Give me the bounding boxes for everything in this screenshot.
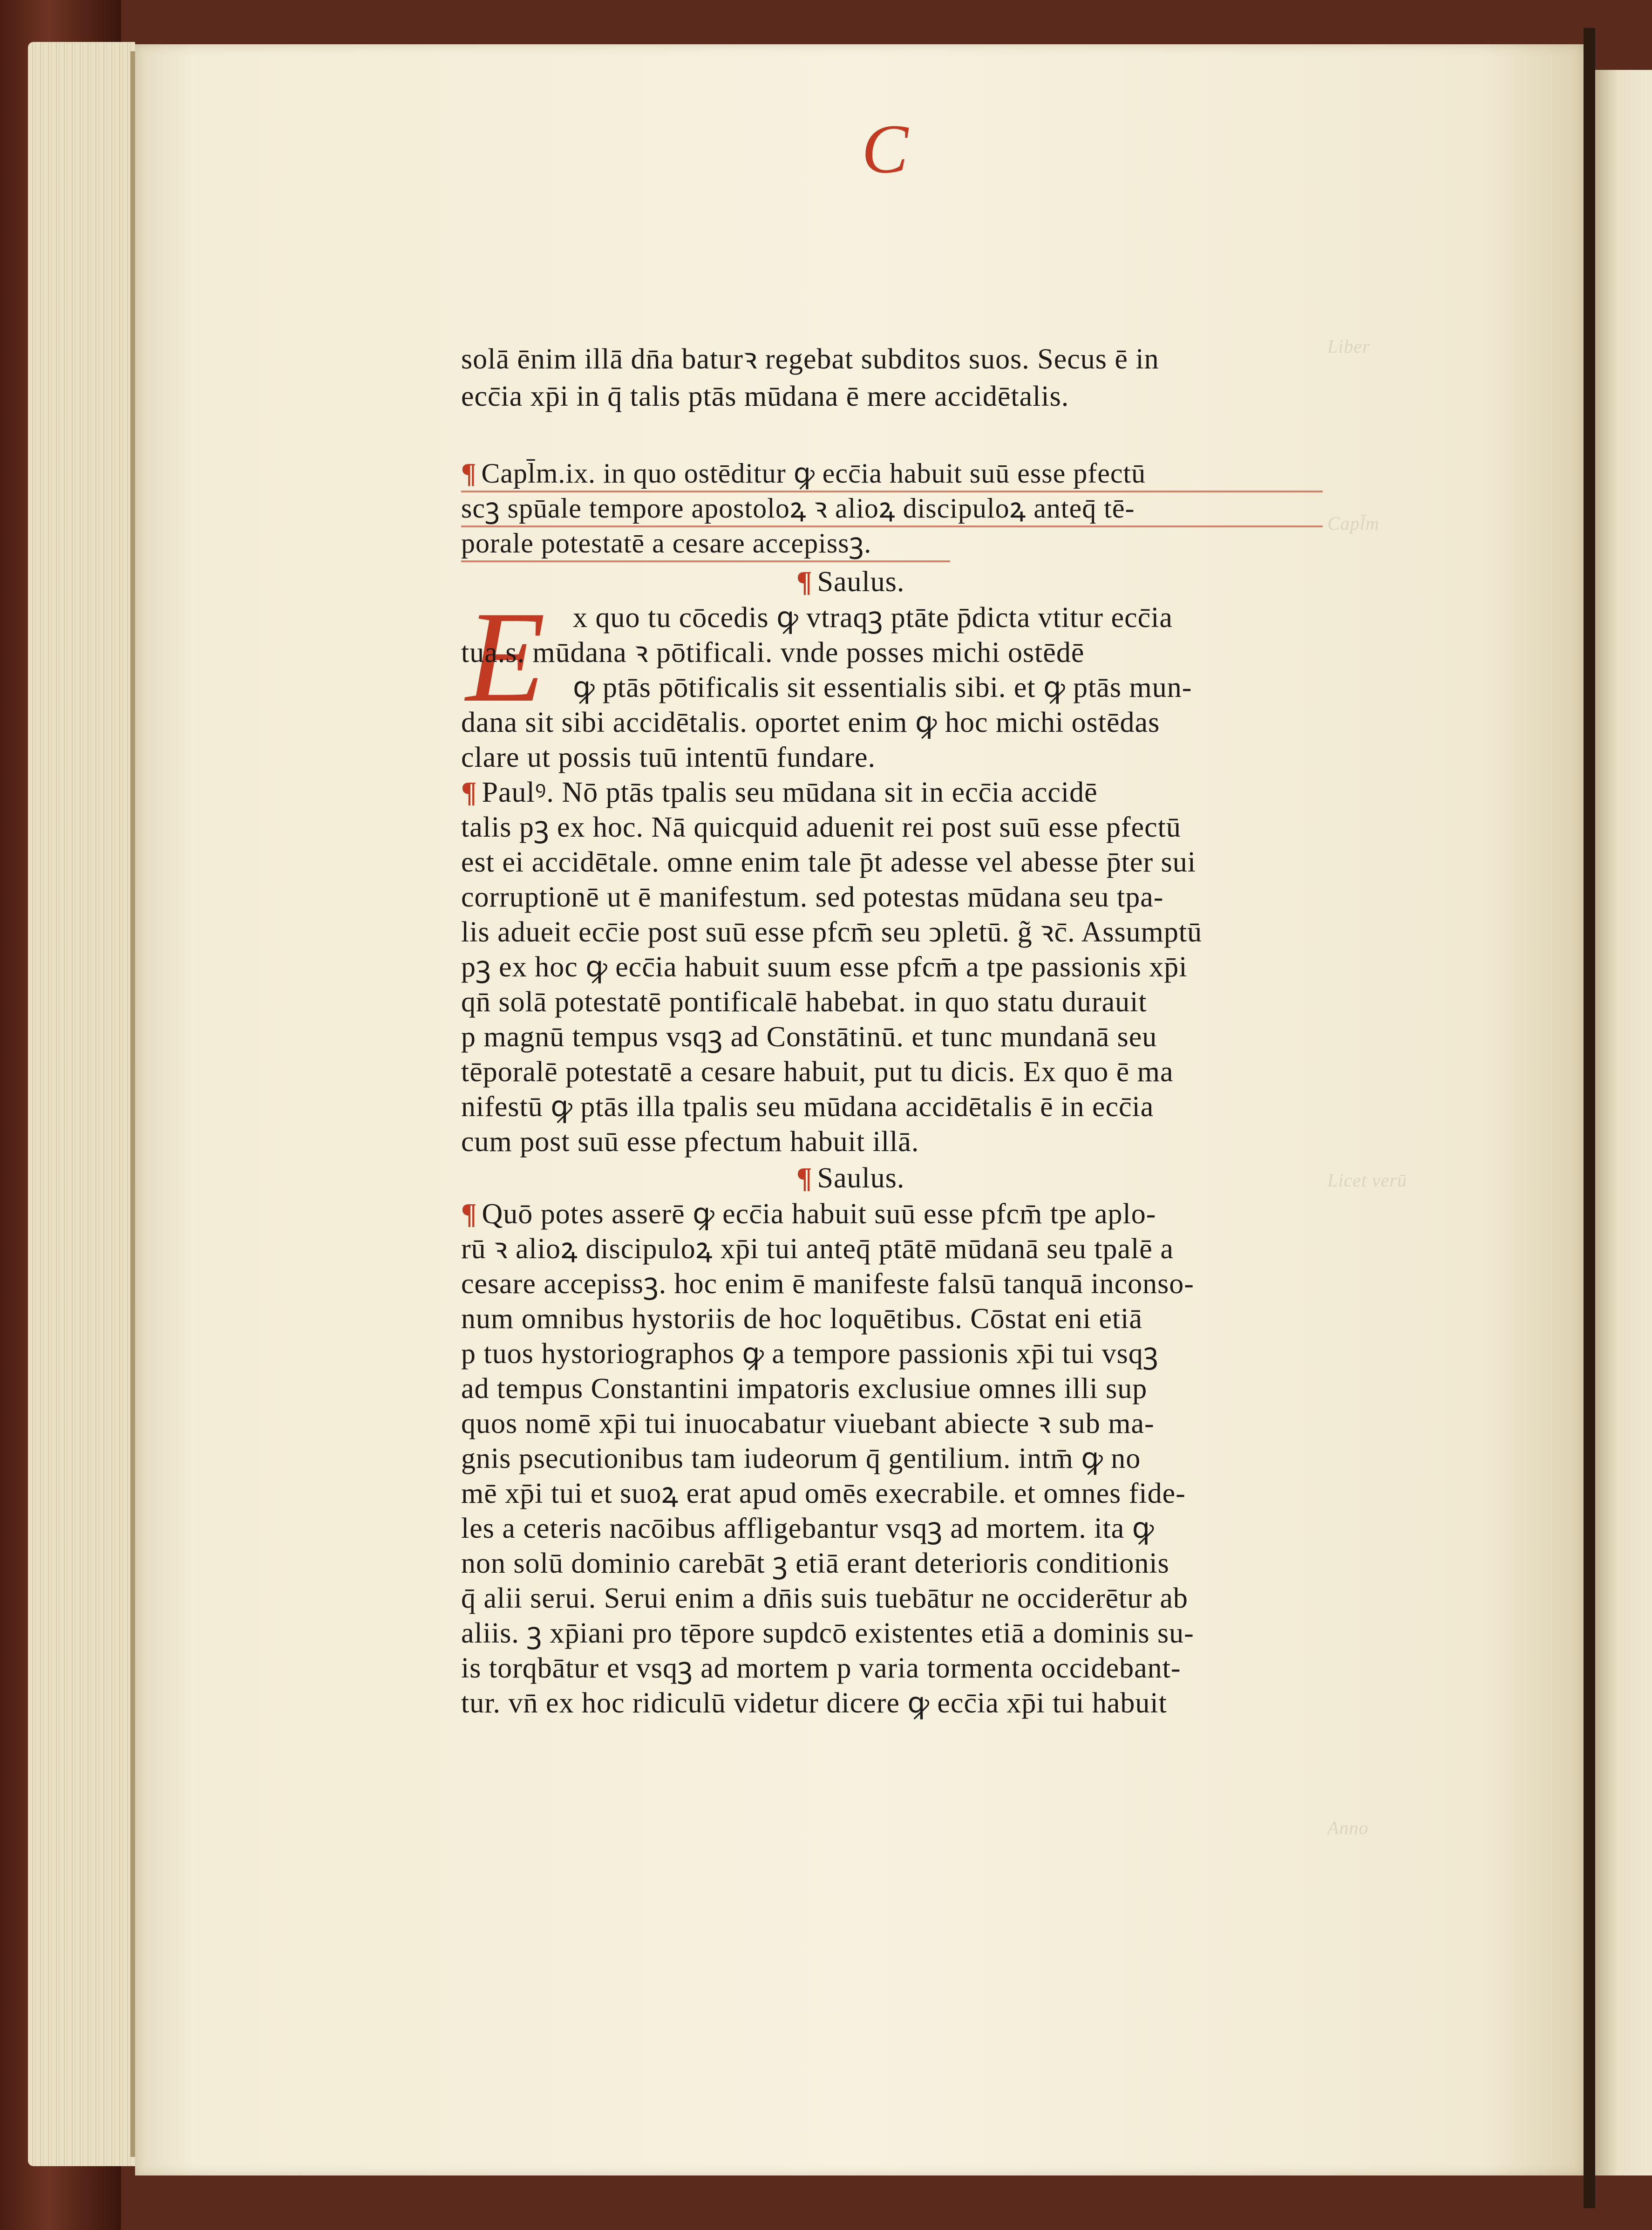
page-stack <box>28 42 135 2166</box>
text-line: rū ꝛ alioꝝ discipuloꝝ xp̄i tui anteq̄ ptātē mūdanā seu tpalē a <box>461 1233 1174 1265</box>
text-line: Paulꝰ. Nō ptās tpalis seu mūdana sit in ecc̄ia accidē <box>482 777 1098 808</box>
facing-page-edge <box>1595 70 1652 2175</box>
text-line: clare ut possis tuū intentū fundare. <box>461 742 876 773</box>
text-line: dana sit sibi accidētalis. oportet enim ꝙ hoc michi ostēdas <box>461 707 1160 738</box>
text-line: cesare accepissꝫ. hoc enim ē manifeste falsū tanquā inconso- <box>461 1268 1194 1300</box>
text-line: gnis psecutionibus tam iudeorum q̄ gentilium. intm̄ ꝙ no <box>461 1443 1141 1474</box>
rubric-underline <box>461 560 950 562</box>
text-line: x quo tu cōcedis ꝙ vtraqꝫ ptāte p̄dicta vtitur ecc̄ia <box>573 602 1173 634</box>
text-line: ꝙ ptās pōtificalis sit essentialis sibi. et ꝙ ptās mun- <box>573 672 1192 703</box>
text-line: solā ēnim illā dn̄a baturꝛ regebat subditos suos. Secus ē in <box>461 343 1159 375</box>
text-line: tēporalē potestatē a cesare habuit, put tu dicis. Ex quo ē ma <box>461 1056 1174 1088</box>
text-line: talis pꝫ ex hoc. Nā quicquid aduenit rei post suū esse pfectū <box>461 812 1181 843</box>
text-line: non solū dominio carebāt ꝫ etiā erant deterioris conditionis <box>461 1548 1169 1579</box>
text-line: is torqbātur et vsqꝫ ad mortem p varia tormenta occidebant- <box>461 1652 1181 1684</box>
heading-text: Capl̄m.ix. in quo ostēditur ꝙ ecc̄ia habuit suū esse pfectū <box>481 458 1146 489</box>
text-line: mē xp̄i tui et suoꝝ erat apud omēs execrabile. et omnes fide- <box>461 1478 1186 1509</box>
speaker-name: Saulus. <box>817 566 905 598</box>
show-through-text: Licet verū <box>1327 1170 1407 1191</box>
rubric-underline <box>461 491 1323 492</box>
text-line: ecc̄ia xp̄i in q̄ talis ptās mūdana ē mere accidētalis. <box>461 381 1069 412</box>
pilcrow-icon: ¶ <box>461 777 477 808</box>
show-through-text: Anno <box>1327 1817 1369 1838</box>
text-line: tur. vn̄ ex hoc ridiculū videtur dicere ꝙ ecc̄ia xp̄i tui habuit <box>461 1687 1167 1719</box>
red-initial-letter: E <box>466 584 546 729</box>
speaker-name: Saulus. <box>817 1162 905 1194</box>
pilcrow-icon: ¶ <box>461 1198 477 1230</box>
text-line: les a ceteris nacōibus affligebantur vsqꝫ ad mortem. ita ꝙ <box>461 1513 1155 1544</box>
text-line: q̄ alii serui. Serui enim a dn̄is suis tuebātur ne occiderētur ab <box>461 1582 1188 1614</box>
text-line: tua.s. mūdana ꝛ pōtificali. vnde posses michi ostēdē <box>461 637 1085 668</box>
speaker-label <box>796 565 904 599</box>
text-line: Quō potes asserē ꝙ ecc̄ia habuit suū esse pfcm̄ tpe aplo- <box>482 1198 1156 1230</box>
text-line: corruptionē ut ē manifestum. sed potestas mūdana seu tpa- <box>461 881 1164 913</box>
text-line: est ei accidētale. omne enim tale p̄t adesse vel abesse p̄ter sui <box>461 846 1196 878</box>
pilcrow-icon: ¶ <box>796 1162 813 1194</box>
text-line: qn̄ solā potestatē pontificalē habebat. in quo statu durauit <box>461 986 1147 1018</box>
speaker-label <box>461 776 1098 809</box>
chapter-heading <box>461 457 1146 490</box>
text-line <box>461 1197 1156 1231</box>
text-line: quos nomē xp̄i tui inuocabatur viuebant abiecte ꝛ sub ma- <box>461 1408 1155 1439</box>
text-line: p tuos hystoriographos ꝙ a tempore passionis xp̄i tui vsqꝫ <box>461 1338 1159 1370</box>
text-line: ad tempus Constantini impatoris exclusiue omnes illi sup <box>461 1373 1148 1405</box>
chapter-heading: scꝫ spūale tempore apostoloꝝ ꝛ alioꝝ discipuloꝝ anteq̄ tē- <box>461 493 1135 524</box>
folio-mark: C <box>861 110 909 188</box>
text-line: lis adueit ecc̄ie post suū esse pfcm̄ seu ↄpletū. g̃ ꝛc̄. Assumptū <box>461 916 1203 948</box>
text-line: p magnū tempus vsqꝫ ad Constātinū. et tunc mundanā seu <box>461 1021 1157 1053</box>
rubric-underline <box>461 525 1323 527</box>
book-gutter <box>1584 28 1595 2208</box>
speaker-label <box>796 1161 904 1195</box>
text-line: num omnibus hystoriis de hoc loquētibus. Cōstat eni etiā <box>461 1303 1142 1335</box>
text-line: aliis. ꝫ xp̄iani pro tēpore supdcō existentes etiā a dominis su- <box>461 1617 1194 1649</box>
text-line: cum post suū esse pfectum habuit illā. <box>461 1126 919 1158</box>
chapter-heading: porale potestatē a cesare accepissꝫ. <box>461 528 872 559</box>
pilcrow-icon: ¶ <box>796 566 813 598</box>
pilcrow-icon: ¶ <box>461 458 477 489</box>
text-line: nifestū ꝙ ptās illa tpalis seu mūdana accidētalis ē in ecc̄ia <box>461 1091 1154 1123</box>
show-through-text: Liber <box>1327 336 1370 357</box>
show-through-text: Capl̄m <box>1327 513 1380 534</box>
text-line: pꝫ ex hoc ꝙ ecc̄ia habuit suum esse pfcm̄ a tpe passionis xp̄i <box>461 951 1188 983</box>
